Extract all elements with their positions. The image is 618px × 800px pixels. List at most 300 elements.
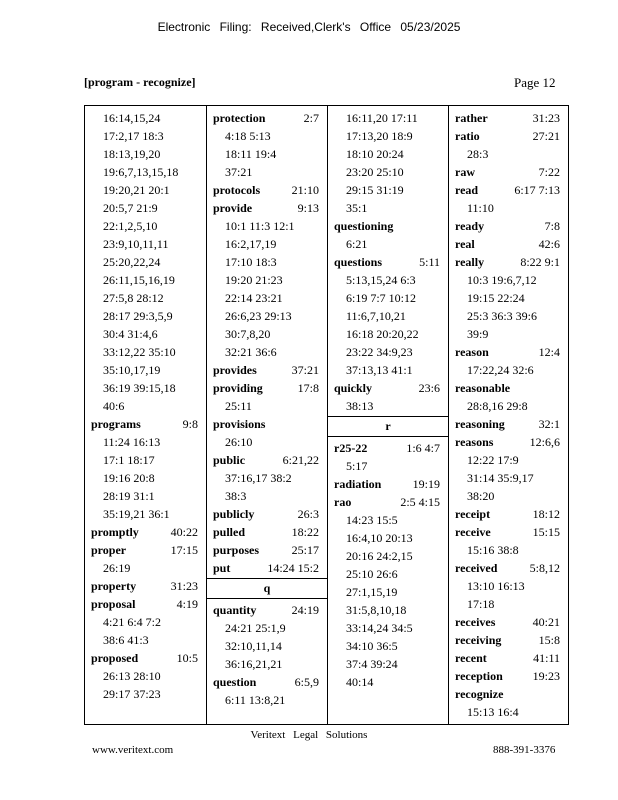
reference-continuation <box>207 637 327 655</box>
page-line-reference: 36:16,21,21 <box>225 657 283 671</box>
section-divider <box>207 598 327 599</box>
section-letter: r <box>385 419 391 433</box>
index-column-1 <box>85 106 206 724</box>
reference-continuation <box>328 199 448 217</box>
index-term-entry <box>449 667 568 685</box>
page-line-reference: 35:19,21 36:1 <box>103 507 170 521</box>
page-line-reference: 18:12 <box>532 507 560 521</box>
page-line-reference: 6:5,9 <box>294 675 319 689</box>
index-term-entry <box>207 601 327 619</box>
page-line-reference: 19:20 21:23 <box>225 273 283 287</box>
index-term-entry <box>449 559 568 577</box>
page-line-reference: 11:6,7,10,21 <box>346 309 406 323</box>
reference-continuation <box>328 163 448 181</box>
reference-continuation <box>85 487 206 505</box>
index-term-entry <box>85 577 206 595</box>
index-term-entry <box>449 415 568 433</box>
page-line-reference: 35:1 <box>346 201 368 215</box>
page-line-reference: 33:12,22 35:10 <box>103 345 176 359</box>
reference-continuation <box>85 559 206 577</box>
reference-continuation <box>85 271 206 289</box>
page-line-reference: 35:10,17,19 <box>103 363 161 377</box>
index-term-entry <box>207 505 327 523</box>
index-term: rather <box>455 111 488 125</box>
page-line-reference: 34:10 36:5 <box>346 639 398 653</box>
index-column-3 <box>327 106 448 724</box>
index-term: put <box>213 561 231 575</box>
index-term-entry <box>85 415 206 433</box>
index-term: received <box>455 561 498 575</box>
page-line-reference: 22:14 23:21 <box>225 291 283 305</box>
page-line-reference: 17:22,24 32:6 <box>467 363 534 377</box>
index-term-entry <box>449 127 568 145</box>
page-line-reference: 30:4 31:4,6 <box>103 327 158 341</box>
reference-continuation <box>85 397 206 415</box>
reference-continuation <box>85 181 206 199</box>
reference-continuation <box>328 457 448 475</box>
page-line-reference: 38:6 41:3 <box>103 633 149 647</box>
index-term-entry <box>85 649 206 667</box>
page-line-reference: 40:6 <box>103 399 125 413</box>
index-term-entry <box>328 475 448 493</box>
reference-continuation <box>85 109 206 127</box>
reference-continuation <box>207 145 327 163</box>
reference-continuation <box>85 631 206 649</box>
index-term-entry <box>449 235 568 253</box>
page-line-reference: 16:4,10 20:13 <box>346 531 413 545</box>
page-line-reference: 30:7,8,20 <box>225 327 271 341</box>
index-term-entry <box>328 379 448 397</box>
index-term-entry <box>449 685 568 703</box>
section-divider <box>328 436 448 437</box>
page-line-reference: 4:19 <box>176 597 198 611</box>
page-line-reference: 26:6,23 29:13 <box>225 309 292 323</box>
index-term: questions <box>334 255 383 269</box>
page-line-reference: 12:6,6 <box>529 435 560 449</box>
reference-continuation <box>207 127 327 145</box>
index-term: reason <box>455 345 489 359</box>
reference-continuation <box>328 127 448 145</box>
page-line-reference: 10:1 11:3 12:1 <box>225 219 295 233</box>
page-line-reference: 15:13 16:4 <box>467 705 519 719</box>
reference-continuation <box>85 343 206 361</box>
reference-continuation <box>449 325 568 343</box>
index-term-entry <box>207 199 327 217</box>
index-term: proper <box>91 543 127 557</box>
page-line-reference: 36:19 39:15,18 <box>103 381 176 395</box>
index-term: reasonable <box>455 381 511 395</box>
index-term: ratio <box>455 129 480 143</box>
page-line-reference: 31:14 35:9,17 <box>467 471 534 485</box>
reference-continuation <box>328 289 448 307</box>
reference-continuation <box>328 145 448 163</box>
page-line-reference: 6:19 7:7 10:12 <box>346 291 417 305</box>
page-line-reference: 4:18 5:13 <box>225 129 271 143</box>
page-line-reference: 1:6 4:7 <box>406 441 440 455</box>
reference-continuation <box>85 325 206 343</box>
page-line-reference: 18:13,19,20 <box>103 147 161 161</box>
index-term-entry <box>449 613 568 631</box>
index-term-entry <box>207 109 327 127</box>
index-term: recognize <box>455 687 504 701</box>
index-range: [program - recognize] <box>84 75 196 89</box>
index-term-entry <box>207 379 327 397</box>
index-term: raw <box>455 165 475 179</box>
page-line-reference: 38:13 <box>346 399 374 413</box>
page-line-reference: 23:6 <box>418 381 440 395</box>
page-line-reference: 25:3 36:3 39:6 <box>467 309 538 323</box>
filing-stamp: Electronic Filing: Received,Clerk's Office 05/23/2025 <box>157 20 461 34</box>
reference-continuation <box>449 271 568 289</box>
reference-continuation <box>85 667 206 685</box>
page-line-reference: 37:13,13 41:1 <box>346 363 413 377</box>
page-line-reference: 37:21 <box>225 165 253 179</box>
reference-continuation <box>207 325 327 343</box>
index-term: public <box>213 453 246 467</box>
reference-continuation <box>328 511 448 529</box>
reference-continuation <box>207 691 327 709</box>
reference-continuation <box>328 619 448 637</box>
index-term: quickly <box>334 381 373 395</box>
reference-continuation <box>449 703 568 721</box>
index-term: proposed <box>91 651 139 665</box>
page-line-reference: 17:18 <box>467 597 495 611</box>
reference-continuation <box>328 565 448 583</box>
word-index-grid <box>84 105 569 725</box>
page-line-reference: 25:11 <box>225 399 252 413</box>
page-line-reference: 41:11 <box>533 651 560 665</box>
reference-continuation <box>328 601 448 619</box>
index-term: protocols <box>213 183 261 197</box>
page-line-reference: 29:17 37:23 <box>103 687 161 701</box>
index-term-entry <box>449 109 568 127</box>
page-line-reference: 17:15 <box>170 543 198 557</box>
page-line-reference: 17:1 18:17 <box>103 453 155 467</box>
page-line-reference: 6:11 13:8,21 <box>225 693 286 707</box>
index-term: pulled <box>213 525 246 539</box>
reference-continuation <box>449 289 568 307</box>
reference-continuation <box>85 469 206 487</box>
page-line-reference: 37:16,17 38:2 <box>225 471 292 485</box>
page-line-reference: 40:22 <box>170 525 198 539</box>
index-term: protection <box>213 111 266 125</box>
page-line-reference: 18:22 <box>291 525 319 539</box>
reference-continuation <box>328 397 448 415</box>
reference-continuation <box>207 655 327 673</box>
page-line-reference: 18:10 20:24 <box>346 147 404 161</box>
page-line-reference: 7:8 <box>544 219 560 233</box>
reference-continuation <box>207 271 327 289</box>
page-line-reference: 37:21 <box>291 363 319 377</box>
index-term: publicly <box>213 507 255 521</box>
index-term: receive <box>455 525 491 539</box>
reference-continuation <box>449 487 568 505</box>
page-line-reference: 40:21 <box>532 615 560 629</box>
page-line-reference: 19:15 22:24 <box>467 291 525 305</box>
page-line-reference: 6:17 7:13 <box>514 183 560 197</box>
index-term-entry <box>328 493 448 511</box>
index-term-entry <box>328 253 448 271</box>
page-line-reference: 16:2,17,19 <box>225 237 277 251</box>
index-term-entry <box>449 217 568 235</box>
index-term-entry <box>449 631 568 649</box>
reference-continuation <box>207 619 327 637</box>
reference-continuation <box>328 529 448 547</box>
reference-continuation <box>328 343 448 361</box>
reference-continuation <box>207 307 327 325</box>
page-line-reference: 38:20 <box>467 489 495 503</box>
page-line-reference: 14:23 15:5 <box>346 513 398 527</box>
page-line-reference: 2:7 <box>303 111 319 125</box>
page-line-reference: 5:11 <box>419 255 440 269</box>
page-line-reference: 25:10 26:6 <box>346 567 398 581</box>
reference-continuation <box>85 217 206 235</box>
page-line-reference: 32:21 36:6 <box>225 345 277 359</box>
index-term: proposal <box>91 597 136 611</box>
reference-continuation <box>207 217 327 235</box>
page-line-reference: 26:3 <box>297 507 319 521</box>
page-line-reference: 6:21 <box>346 237 368 251</box>
index-term: recent <box>455 651 487 665</box>
reference-continuation <box>449 541 568 559</box>
reference-continuation <box>207 469 327 487</box>
reference-continuation <box>328 655 448 673</box>
footer-website: www.veritext.com <box>92 744 174 756</box>
reference-continuation <box>207 433 327 451</box>
page-line-reference: 17:13,20 18:9 <box>346 129 413 143</box>
reference-continuation <box>328 307 448 325</box>
index-column-2 <box>206 106 327 724</box>
reference-continuation <box>85 289 206 307</box>
page-line-reference: 16:14,15,24 <box>103 111 161 125</box>
index-term: promptly <box>91 525 139 539</box>
page-line-reference: 4:21 6:4 7:2 <box>103 615 162 629</box>
page-line-reference: 27:5,8 28:12 <box>103 291 164 305</box>
index-term: radiation <box>334 477 382 491</box>
page-line-reference: 7:22 <box>538 165 560 179</box>
page-line-reference: 15:16 38:8 <box>467 543 519 557</box>
reference-continuation <box>85 361 206 379</box>
page-line-reference: 16:18 20:20,22 <box>346 327 419 341</box>
reference-continuation <box>85 199 206 217</box>
page-line-reference: 25:20,22,24 <box>103 255 161 269</box>
reference-continuation <box>328 547 448 565</box>
reference-continuation <box>85 235 206 253</box>
page-line-reference: 33:14,24 34:5 <box>346 621 413 635</box>
reference-continuation <box>85 145 206 163</box>
page-line-reference: 42:6 <box>538 237 560 251</box>
page-line-reference: 11:24 16:13 <box>103 435 161 449</box>
reference-continuation <box>449 307 568 325</box>
page-line-reference: 6:21,22 <box>282 453 319 467</box>
page-line-reference: 40:14 <box>346 675 374 689</box>
index-term: question <box>213 675 257 689</box>
page-line-reference: 23:22 34:9,23 <box>346 345 413 359</box>
index-term: providing <box>213 381 263 395</box>
page-line-reference: 26:11,15,16,19 <box>103 273 175 287</box>
page-line-reference: 18:11 19:4 <box>225 147 277 161</box>
page-line-reference: 17:8 <box>297 381 319 395</box>
reference-continuation <box>85 433 206 451</box>
page-line-reference: 5:8,12 <box>529 561 560 575</box>
reference-continuation <box>449 451 568 469</box>
page-line-reference: 8:22 9:1 <box>520 255 560 269</box>
index-term-entry <box>449 379 568 397</box>
reference-continuation <box>328 181 448 199</box>
page-line-reference: 22:1,2,5,10 <box>103 219 158 233</box>
reference-continuation <box>85 505 206 523</box>
index-term-entry <box>328 439 448 457</box>
index-term: rao <box>334 495 352 509</box>
reference-continuation <box>449 199 568 217</box>
page-line-reference: 5:17 <box>346 459 368 473</box>
index-term: ready <box>455 219 485 233</box>
footer-phone: 888-391-3376 <box>493 744 556 756</box>
index-term-entry <box>449 523 568 541</box>
page-line-reference: 39:9 <box>467 327 489 341</box>
index-term-entry <box>207 361 327 379</box>
reference-continuation <box>207 343 327 361</box>
index-term: provide <box>213 201 253 215</box>
index-term-entry <box>449 253 568 271</box>
reference-continuation <box>449 577 568 595</box>
index-term: r25-22 <box>334 441 368 455</box>
page-line-reference: 32:10,11,14 <box>225 639 282 653</box>
page-line-reference: 24:21 25:1,9 <box>225 621 286 635</box>
index-term-entry <box>207 559 327 577</box>
reference-continuation <box>207 397 327 415</box>
reference-continuation <box>449 397 568 415</box>
index-term: receiving <box>455 633 502 647</box>
page-line-reference: 26:13 28:10 <box>103 669 161 683</box>
index-term: real <box>455 237 475 251</box>
page-line-reference: 28:19 31:1 <box>103 489 155 503</box>
section-letter: q <box>263 581 271 595</box>
page-line-reference: 19:16 20:8 <box>103 471 155 485</box>
reference-continuation <box>328 325 448 343</box>
index-term: questioning <box>334 219 394 233</box>
index-term-entry <box>207 451 327 469</box>
index-term: provides <box>213 363 257 377</box>
page-line-reference: 19:19 <box>412 477 440 491</box>
reference-continuation <box>328 637 448 655</box>
page-line-reference: 20:5,7 21:9 <box>103 201 158 215</box>
index-term: provisions <box>213 417 266 431</box>
reference-continuation <box>328 109 448 127</box>
page-line-reference: 15:8 <box>538 633 560 647</box>
reference-continuation <box>328 271 448 289</box>
reference-continuation <box>85 253 206 271</box>
page-line-reference: 28:8,16 29:8 <box>467 399 528 413</box>
page-line-reference: 11:10 <box>467 201 494 215</box>
page-line-reference: 27:1,15,19 <box>346 585 398 599</box>
index-term: read <box>455 183 479 197</box>
index-term-entry <box>449 181 568 199</box>
page-line-reference: 14:24 15:2 <box>267 561 319 575</box>
reference-continuation <box>85 379 206 397</box>
index-term-entry <box>207 415 327 433</box>
index-term-entry <box>85 595 206 613</box>
index-term-entry <box>85 523 206 541</box>
index-term: reception <box>455 669 503 683</box>
reference-continuation <box>85 451 206 469</box>
page-line-reference: 26:10 <box>225 435 253 449</box>
reference-continuation <box>85 163 206 181</box>
page-line-reference: 21:10 <box>291 183 319 197</box>
footer-company: Veritext Legal Solutions <box>250 729 368 741</box>
page-line-reference: 19:6,7,13,15,18 <box>103 165 179 179</box>
page-line-reference: 23:9,10,11,11 <box>103 237 169 251</box>
page-line-reference: 2:5 4:15 <box>400 495 440 509</box>
reference-continuation <box>449 361 568 379</box>
index-term: property <box>91 579 137 593</box>
page-line-reference: 16:11,20 17:11 <box>346 111 418 125</box>
index-term: really <box>455 255 485 269</box>
page-line-reference: 31:5,8,10,18 <box>346 603 407 617</box>
index-term: receives <box>455 615 496 629</box>
index-term: reasoning <box>455 417 505 431</box>
page-line-reference: 26:19 <box>103 561 131 575</box>
index-term-entry <box>207 541 327 559</box>
page-line-reference: 37:4 39:24 <box>346 657 398 671</box>
reference-continuation <box>207 253 327 271</box>
reference-continuation <box>85 127 206 145</box>
page-line-reference: 10:5 <box>176 651 198 665</box>
page-line-reference: 10:3 19:6,7,12 <box>467 273 537 287</box>
reference-continuation <box>328 673 448 691</box>
page-line-reference: 17:2,17 18:3 <box>103 129 164 143</box>
reference-continuation <box>85 613 206 631</box>
page-line-reference: 15:15 <box>532 525 560 539</box>
index-term-entry <box>449 505 568 523</box>
index-term-entry <box>207 523 327 541</box>
page-line-reference: 5:13,15,24 6:3 <box>346 273 416 287</box>
index-term: quantity <box>213 603 257 617</box>
page-line-reference: 32:1 <box>538 417 560 431</box>
page-line-reference: 19:20,21 20:1 <box>103 183 170 197</box>
page-line-reference: 12:22 17:9 <box>467 453 519 467</box>
page-line-reference: 17:10 18:3 <box>225 255 277 269</box>
index-column-4 <box>448 106 568 724</box>
index-term-entry <box>328 217 448 235</box>
index-term-entry <box>207 673 327 691</box>
reference-continuation <box>207 235 327 253</box>
page-line-reference: 24:19 <box>291 603 319 617</box>
index-term-entry <box>449 649 568 667</box>
page-line-reference: 25:17 <box>291 543 319 557</box>
page-line-reference: 28:17 29:3,5,9 <box>103 309 173 323</box>
reference-continuation <box>328 361 448 379</box>
page-line-reference: 12:4 <box>538 345 560 359</box>
reference-continuation <box>328 583 448 601</box>
page-line-reference: 19:23 <box>532 669 560 683</box>
index-term-entry <box>449 343 568 361</box>
page-line-reference: 9:8 <box>182 417 198 431</box>
reference-continuation <box>449 145 568 163</box>
reference-continuation <box>207 487 327 505</box>
page-line-reference: 29:15 31:19 <box>346 183 404 197</box>
page-line-reference: 27:21 <box>532 129 560 143</box>
page-line-reference: 9:13 <box>297 201 319 215</box>
index-term: programs <box>91 417 141 431</box>
index-term-entry <box>85 541 206 559</box>
reference-continuation <box>328 235 448 253</box>
index-term: receipt <box>455 507 491 521</box>
page-line-reference: 31:23 <box>170 579 198 593</box>
reference-continuation <box>85 685 206 703</box>
reference-continuation <box>207 163 327 181</box>
index-term: purposes <box>213 543 260 557</box>
